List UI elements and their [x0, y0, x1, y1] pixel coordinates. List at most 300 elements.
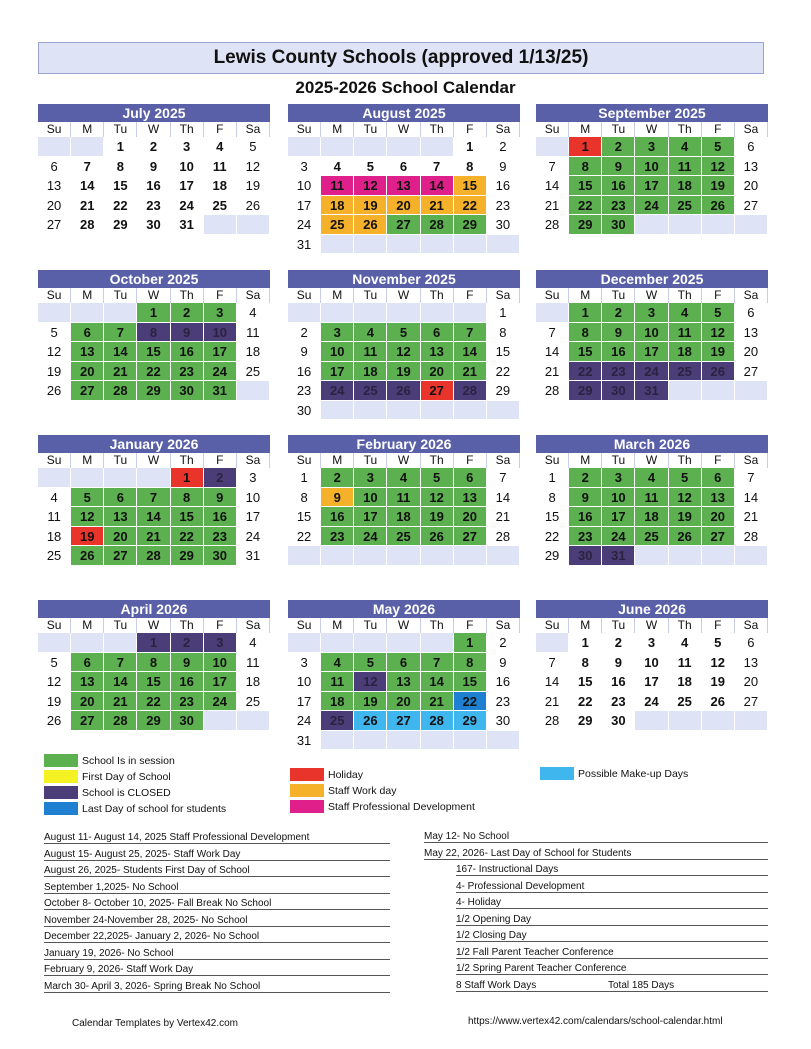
- weekday-label: Sa: [735, 453, 768, 468]
- weekday-label: W: [137, 288, 170, 303]
- weekday-label: Tu: [104, 618, 137, 633]
- empty-cell: [387, 546, 420, 566]
- day-cell: 16: [288, 362, 321, 382]
- day-cell: 27: [735, 196, 768, 216]
- day-cell: 10: [321, 342, 354, 362]
- day-cell: 10: [635, 653, 668, 673]
- day-cell: 22: [137, 692, 170, 712]
- day-grid: [536, 303, 768, 401]
- day-cell: 2: [569, 468, 602, 488]
- day-cell: 24: [171, 196, 204, 216]
- day-cell: 25: [635, 527, 668, 547]
- day-cell: 29: [171, 546, 204, 566]
- weekday-label: Sa: [735, 618, 768, 633]
- day-cell: 1: [569, 137, 602, 157]
- day-cell: 8: [454, 653, 487, 673]
- legend-swatch-blue: [44, 802, 78, 815]
- empty-cell: [735, 711, 768, 731]
- day-cell: 26: [702, 196, 735, 216]
- month-calendar: [288, 600, 520, 750]
- day-cell: 19: [354, 692, 387, 712]
- weekday-label: Sa: [487, 288, 520, 303]
- day-cell: 22: [487, 362, 520, 382]
- day-cell: 15: [171, 507, 204, 527]
- empty-cell: [354, 633, 387, 653]
- day-cell: 9: [288, 342, 321, 362]
- day-cell: 29: [569, 215, 602, 235]
- day-cell: 3: [171, 137, 204, 157]
- day-cell: 10: [288, 672, 321, 692]
- day-cell: 8: [569, 323, 602, 343]
- day-cell: 18: [237, 672, 270, 692]
- weekday-label: Su: [536, 618, 569, 633]
- weekday-label: Sa: [487, 453, 520, 468]
- month-calendar: [288, 270, 520, 420]
- month-calendar: [288, 435, 520, 566]
- day-cell: 4: [669, 303, 702, 323]
- day-cell: 5: [237, 137, 270, 157]
- legend-holiday: Holiday: [290, 768, 363, 781]
- weekday-label: M: [321, 122, 354, 137]
- weekday-row: [288, 453, 520, 468]
- day-cell: 4: [635, 468, 668, 488]
- day-cell: 9: [171, 653, 204, 673]
- day-cell: 27: [104, 546, 137, 566]
- day-cell: 7: [536, 157, 569, 177]
- day-cell: 3: [204, 303, 237, 323]
- day-cell: 12: [669, 488, 702, 508]
- day-cell: 28: [536, 381, 569, 401]
- day-grid: [536, 468, 768, 566]
- day-cell: 19: [38, 692, 71, 712]
- day-cell: 19: [702, 672, 735, 692]
- day-cell: 24: [635, 196, 668, 216]
- day-cell: 1: [454, 633, 487, 653]
- month-calendar: [288, 104, 520, 254]
- day-cell: 18: [387, 507, 420, 527]
- day-cell: 17: [354, 507, 387, 527]
- empty-cell: [702, 381, 735, 401]
- day-cell: 30: [171, 381, 204, 401]
- weekday-label: M: [71, 618, 104, 633]
- legend-staff-work: Staff Work day: [290, 784, 396, 797]
- month-header: May 2026: [288, 600, 520, 618]
- note-line: February 9, 2026- Staff Work Day: [44, 964, 390, 976]
- day-cell: 8: [454, 157, 487, 177]
- day-cell: 28: [104, 711, 137, 731]
- day-cell: 8: [487, 323, 520, 343]
- day-cell: 25: [204, 196, 237, 216]
- weekday-label: Th: [421, 453, 454, 468]
- empty-cell: [71, 303, 104, 323]
- empty-cell: [421, 303, 454, 323]
- day-cell: 26: [387, 381, 420, 401]
- empty-cell: [237, 215, 270, 235]
- legend-swatch-purple: [44, 786, 78, 799]
- day-cell: 4: [321, 157, 354, 177]
- legend-swatch-orange: [290, 784, 324, 797]
- day-cell: 4: [669, 633, 702, 653]
- day-cell: 17: [635, 672, 668, 692]
- day-cell: 5: [702, 137, 735, 157]
- day-cell: 7: [104, 323, 137, 343]
- weekday-label: Tu: [602, 122, 635, 137]
- weekday-label: Su: [38, 453, 71, 468]
- day-cell: 21: [421, 196, 454, 216]
- day-cell: 3: [635, 137, 668, 157]
- empty-cell: [702, 711, 735, 731]
- day-cell: 30: [602, 215, 635, 235]
- legend-in-session: School Is in session: [44, 754, 175, 767]
- day-cell: 14: [421, 176, 454, 196]
- day-cell: 18: [669, 176, 702, 196]
- day-cell: 27: [702, 527, 735, 547]
- day-cell: 7: [454, 323, 487, 343]
- empty-cell: [321, 303, 354, 323]
- day-cell: 19: [702, 176, 735, 196]
- weekday-label: Tu: [602, 453, 635, 468]
- weekday-label: W: [635, 288, 668, 303]
- day-cell: 28: [71, 215, 104, 235]
- day-cell: 24: [635, 362, 668, 382]
- day-cell: 9: [487, 157, 520, 177]
- day-cell: 8: [171, 488, 204, 508]
- day-cell: 21: [104, 692, 137, 712]
- day-cell: 1: [137, 303, 170, 323]
- weekday-label: M: [71, 453, 104, 468]
- day-cell: 25: [38, 546, 71, 566]
- day-cell: 27: [387, 215, 420, 235]
- weekday-label: Tu: [354, 618, 387, 633]
- note-line: March 30- April 3, 2026- Spring Break No School: [44, 981, 390, 993]
- day-cell: 6: [421, 323, 454, 343]
- weekday-label: Tu: [354, 453, 387, 468]
- day-cell: 26: [71, 546, 104, 566]
- day-cell: 22: [569, 362, 602, 382]
- day-cell: 7: [421, 653, 454, 673]
- day-cell: 19: [71, 527, 104, 547]
- day-cell: 3: [204, 633, 237, 653]
- day-cell: 12: [237, 157, 270, 177]
- empty-cell: [288, 546, 321, 566]
- day-cell: 1: [137, 633, 170, 653]
- weekday-label: M: [569, 618, 602, 633]
- empty-cell: [354, 235, 387, 255]
- weekday-label: W: [137, 122, 170, 137]
- empty-cell: [204, 215, 237, 235]
- day-cell: 29: [137, 711, 170, 731]
- summary-line: 1/2 Closing Day: [456, 930, 768, 942]
- weekday-label: Th: [171, 122, 204, 137]
- month-calendar: [536, 600, 768, 731]
- legend-swatch-pink: [290, 800, 324, 813]
- day-cell: 16: [602, 342, 635, 362]
- legend-swatch-green: [44, 754, 78, 767]
- day-cell: 3: [354, 468, 387, 488]
- day-cell: 12: [702, 157, 735, 177]
- weekday-label: F: [702, 618, 735, 633]
- day-cell: 30: [204, 546, 237, 566]
- day-cell: 15: [104, 176, 137, 196]
- day-cell: 19: [669, 507, 702, 527]
- weekday-label: Tu: [354, 288, 387, 303]
- day-cell: 23: [487, 196, 520, 216]
- day-cell: 19: [354, 196, 387, 216]
- weekday-label: Tu: [104, 453, 137, 468]
- day-cell: 23: [171, 362, 204, 382]
- weekday-label: Sa: [487, 122, 520, 137]
- day-cell: 21: [104, 362, 137, 382]
- day-cell: 15: [569, 342, 602, 362]
- weekday-label: Sa: [237, 453, 270, 468]
- day-cell: 3: [288, 653, 321, 673]
- day-cell: 24: [237, 527, 270, 547]
- empty-cell: [288, 137, 321, 157]
- day-cell: 21: [71, 196, 104, 216]
- weekday-label: Sa: [735, 122, 768, 137]
- day-cell: 12: [38, 672, 71, 692]
- month-calendar: [38, 435, 270, 566]
- day-cell: 31: [171, 215, 204, 235]
- month-calendar: [536, 104, 768, 235]
- weekday-row: [536, 618, 768, 633]
- day-cell: 5: [702, 303, 735, 323]
- weekday-label: Sa: [487, 618, 520, 633]
- day-cell: 5: [71, 488, 104, 508]
- empty-cell: [536, 137, 569, 157]
- day-cell: 22: [454, 692, 487, 712]
- month-header: February 2026: [288, 435, 520, 453]
- day-cell: 27: [735, 692, 768, 712]
- day-cell: 26: [354, 215, 387, 235]
- empty-cell: [635, 215, 668, 235]
- day-cell: 4: [354, 323, 387, 343]
- day-cell: 13: [38, 176, 71, 196]
- day-cell: 6: [387, 157, 420, 177]
- weekday-label: Tu: [104, 122, 137, 137]
- day-cell: 11: [237, 653, 270, 673]
- day-cell: 15: [454, 176, 487, 196]
- day-cell: 24: [602, 527, 635, 547]
- day-cell: 19: [421, 507, 454, 527]
- day-cell: 14: [104, 672, 137, 692]
- day-cell: 4: [321, 653, 354, 673]
- day-cell: 27: [71, 381, 104, 401]
- day-cell: 14: [735, 488, 768, 508]
- day-cell: 20: [702, 507, 735, 527]
- day-cell: 16: [487, 672, 520, 692]
- calendar-title: Lewis County Schools (approved 1/13/25): [38, 42, 764, 74]
- weekday-label: F: [702, 288, 735, 303]
- day-cell: 28: [735, 527, 768, 547]
- weekday-label: W: [387, 453, 420, 468]
- empty-cell: [321, 633, 354, 653]
- day-cell: 24: [321, 381, 354, 401]
- day-cell: 23: [602, 362, 635, 382]
- weekday-row: [38, 122, 270, 137]
- day-cell: 21: [454, 362, 487, 382]
- day-cell: 8: [104, 157, 137, 177]
- note-line: September 1,2025- No School: [44, 882, 390, 894]
- day-cell: 15: [454, 672, 487, 692]
- day-cell: 9: [602, 653, 635, 673]
- day-cell: 12: [38, 342, 71, 362]
- day-cell: 17: [288, 196, 321, 216]
- day-cell: 2: [602, 137, 635, 157]
- weekday-label: Th: [669, 453, 702, 468]
- day-cell: 5: [669, 468, 702, 488]
- summary-line: 8 Staff Work Days: [456, 980, 768, 992]
- empty-cell: [288, 303, 321, 323]
- day-cell: 6: [387, 653, 420, 673]
- day-cell: 20: [421, 362, 454, 382]
- day-cell: 24: [204, 692, 237, 712]
- day-cell: 4: [38, 488, 71, 508]
- weekday-label: Th: [421, 122, 454, 137]
- empty-cell: [735, 381, 768, 401]
- empty-cell: [487, 731, 520, 751]
- day-cell: 28: [536, 215, 569, 235]
- day-cell: 5: [354, 157, 387, 177]
- empty-cell: [38, 633, 71, 653]
- empty-cell: [137, 468, 170, 488]
- day-cell: 15: [487, 342, 520, 362]
- day-cell: 12: [71, 507, 104, 527]
- day-grid: [38, 137, 270, 235]
- day-cell: 6: [71, 653, 104, 673]
- day-cell: 15: [288, 507, 321, 527]
- empty-cell: [669, 381, 702, 401]
- month-header: December 2025: [536, 270, 768, 288]
- weekday-label: Su: [288, 122, 321, 137]
- day-cell: 20: [735, 176, 768, 196]
- summary-line: 1/2 Fall Parent Teacher Conference: [456, 947, 768, 959]
- day-cell: 23: [137, 196, 170, 216]
- day-cell: 16: [137, 176, 170, 196]
- month-calendar: [38, 104, 270, 235]
- day-cell: 26: [237, 196, 270, 216]
- day-cell: 14: [137, 507, 170, 527]
- empty-cell: [387, 137, 420, 157]
- day-cell: 1: [487, 303, 520, 323]
- month-calendar: [38, 600, 270, 731]
- empty-cell: [536, 633, 569, 653]
- day-cell: 14: [536, 342, 569, 362]
- weekday-row: [288, 618, 520, 633]
- day-cell: 17: [635, 176, 668, 196]
- day-cell: 13: [735, 653, 768, 673]
- month-header: March 2026: [536, 435, 768, 453]
- day-cell: 14: [536, 672, 569, 692]
- day-cell: 1: [569, 633, 602, 653]
- month-calendar: [536, 270, 768, 401]
- day-cell: 29: [104, 215, 137, 235]
- note-line: January 19, 2026- No School: [44, 948, 390, 960]
- weekday-label: Su: [536, 122, 569, 137]
- weekday-label: Sa: [237, 122, 270, 137]
- month-header: July 2025: [38, 104, 270, 122]
- empty-cell: [237, 711, 270, 731]
- day-cell: 25: [669, 196, 702, 216]
- day-cell: 2: [171, 303, 204, 323]
- day-cell: 16: [321, 507, 354, 527]
- day-cell: 2: [171, 633, 204, 653]
- day-cell: 2: [204, 468, 237, 488]
- day-cell: 25: [354, 381, 387, 401]
- day-cell: 9: [569, 488, 602, 508]
- weekday-label: Tu: [104, 288, 137, 303]
- weekday-label: Tu: [354, 122, 387, 137]
- day-cell: 3: [237, 468, 270, 488]
- day-cell: 17: [204, 672, 237, 692]
- day-cell: 13: [71, 672, 104, 692]
- day-cell: 13: [421, 342, 454, 362]
- weekday-label: F: [204, 618, 237, 633]
- day-cell: 8: [288, 488, 321, 508]
- day-cell: 21: [536, 196, 569, 216]
- day-cell: 22: [171, 527, 204, 547]
- empty-cell: [387, 235, 420, 255]
- day-cell: 12: [702, 653, 735, 673]
- summary-line: 1/2 Spring Parent Teacher Conference: [456, 963, 768, 975]
- weekday-label: Th: [171, 288, 204, 303]
- weekday-row: [38, 618, 270, 633]
- day-cell: 14: [487, 488, 520, 508]
- day-cell: 28: [421, 215, 454, 235]
- empty-cell: [354, 731, 387, 751]
- day-cell: 11: [237, 323, 270, 343]
- note-line: November 24-November 28, 2025- No School: [44, 915, 390, 927]
- empty-cell: [735, 215, 768, 235]
- day-cell: 29: [569, 711, 602, 731]
- total-days: Total 185 Days: [608, 980, 675, 991]
- summary-line: 4- Holiday: [456, 897, 768, 909]
- day-cell: 4: [237, 303, 270, 323]
- weekday-label: F: [454, 453, 487, 468]
- weekday-row: [536, 122, 768, 137]
- weekday-label: F: [702, 453, 735, 468]
- weekday-label: M: [71, 288, 104, 303]
- day-grid: [288, 303, 520, 420]
- weekday-row: [38, 453, 270, 468]
- month-header: June 2026: [536, 600, 768, 618]
- day-cell: 23: [288, 381, 321, 401]
- day-cell: 26: [702, 692, 735, 712]
- weekday-label: Tu: [602, 288, 635, 303]
- weekday-label: Th: [171, 618, 204, 633]
- day-cell: 15: [569, 176, 602, 196]
- day-cell: 16: [204, 507, 237, 527]
- day-cell: 21: [137, 527, 170, 547]
- day-cell: 9: [171, 323, 204, 343]
- note-line: May 22, 2026- Last Day of School for Students: [424, 848, 768, 860]
- day-cell: 31: [204, 381, 237, 401]
- empty-cell: [104, 303, 137, 323]
- day-cell: 13: [735, 157, 768, 177]
- month-header: November 2025: [288, 270, 520, 288]
- day-cell: 27: [454, 527, 487, 547]
- empty-cell: [421, 633, 454, 653]
- empty-cell: [454, 546, 487, 566]
- legend-first-day: First Day of School: [44, 770, 171, 783]
- legend-swatch-red: [290, 768, 324, 781]
- day-cell: 10: [288, 176, 321, 196]
- empty-cell: [71, 633, 104, 653]
- day-cell: 25: [387, 527, 420, 547]
- day-cell: 27: [735, 362, 768, 382]
- day-cell: 26: [702, 362, 735, 382]
- empty-cell: [237, 381, 270, 401]
